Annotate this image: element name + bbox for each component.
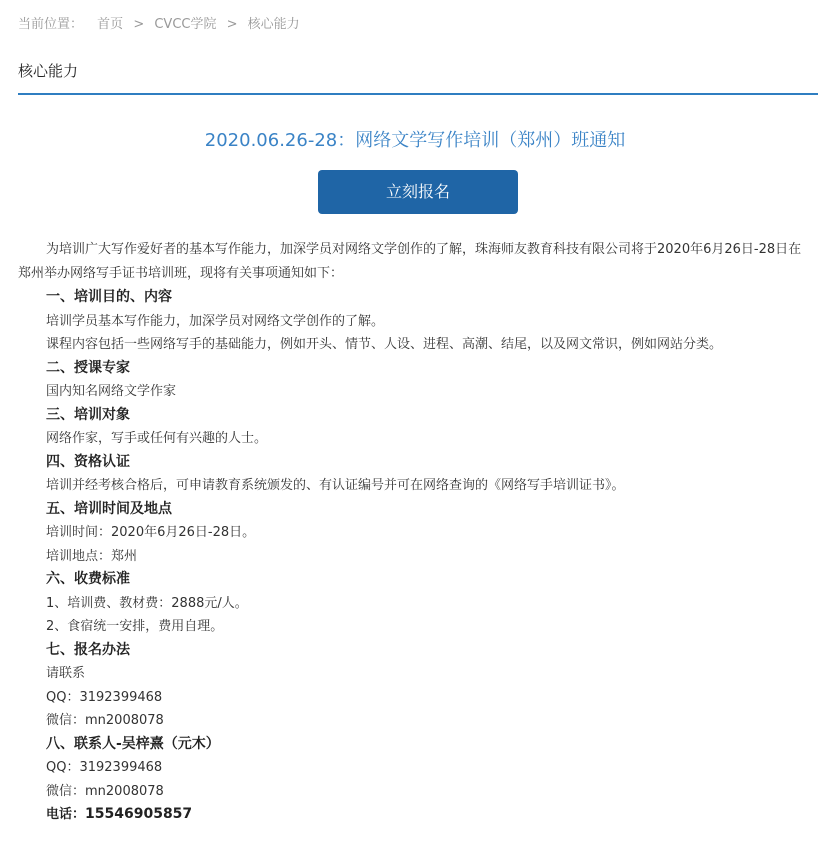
section-heading: 一、培训目的、内容 bbox=[46, 289, 172, 305]
section-line: 培训时间：2020年6月26日-28日。 bbox=[46, 525, 256, 540]
section-title: 核心能力 bbox=[18, 62, 79, 80]
section-heading: 五、培训时间及地点 bbox=[46, 500, 172, 517]
section-heading: 二、授课专家 bbox=[46, 359, 130, 376]
section-line: 培训地点：郑州 bbox=[46, 548, 138, 564]
phone-number: 15546905857 bbox=[85, 806, 193, 822]
section-heading: 七、报名办法 bbox=[46, 641, 130, 658]
section-line: 培训并经考核合格后，可申请教育系统颁发的、有认证编号并可在网络查询的《网络写手培训证书》。 bbox=[46, 478, 625, 493]
article-sections bbox=[18, 286, 808, 827]
section-line: QQ：3192399468 bbox=[46, 760, 163, 775]
section-line: 1、培训费、教材费：2888元/人。 bbox=[46, 595, 248, 611]
breadcrumb bbox=[18, 13, 300, 32]
section-line: 2、食宿统一安排，费用自理。 bbox=[46, 619, 224, 634]
breadcrumb-core-ability-link[interactable]: 核心能力 bbox=[247, 17, 300, 32]
section-line: 国内知名网络文学作家 bbox=[46, 384, 177, 399]
section-divider bbox=[18, 93, 818, 95]
section-line: 培训学员基本写作能力，加深学员对网络文学创作的了解。 bbox=[46, 313, 385, 329]
article-title: 2020.06.26-28：网络文学写作培训（郑州）班通知 bbox=[204, 130, 626, 151]
section-line: 微信：mn2008078 bbox=[46, 783, 164, 799]
breadcrumb-prefix: 当前位置： bbox=[18, 17, 84, 32]
section-heading: 八、联系人-吴梓熹（元木） bbox=[46, 735, 220, 752]
section-line: 课程内容包括一些网络写手的基础能力，例如开头、情节、人设、进程、高潮、结尾，以及网文常识，例如网站分类。 bbox=[46, 337, 723, 352]
section-heading: 三、培训对象 bbox=[46, 406, 130, 423]
article-body bbox=[18, 238, 808, 827]
breadcrumb-home-link[interactable]: 首页 bbox=[97, 17, 124, 32]
section-heading: 四、资格认证 bbox=[46, 453, 130, 470]
section-line: 请联系 bbox=[46, 666, 86, 681]
section-line: 微信：mn2008078 bbox=[46, 713, 164, 728]
phone-label: 电话： bbox=[46, 807, 86, 822]
register-button[interactable]: 立刻报名 bbox=[318, 170, 518, 214]
breadcrumb-cvcc-link[interactable]: CVCC学院 bbox=[154, 17, 217, 32]
section-heading: 六、收费标准 bbox=[46, 571, 130, 587]
breadcrumb-separator: > bbox=[226, 17, 238, 32]
section-line: QQ：3192399468 bbox=[46, 689, 163, 705]
breadcrumb-separator: > bbox=[133, 17, 145, 32]
contact-phone bbox=[46, 803, 808, 827]
section-line: 网络作家，写手或任何有兴趣的人士。 bbox=[46, 431, 268, 446]
article-intro: 为培训广大写作爱好者的基本写作能力，加深学员对网络文学创作的了解，珠海师友教育科技有限公司将于2020年6月26日-28日在郑州举办网络写手证书培训班，现将有关事项通知如下： bbox=[18, 242, 802, 281]
